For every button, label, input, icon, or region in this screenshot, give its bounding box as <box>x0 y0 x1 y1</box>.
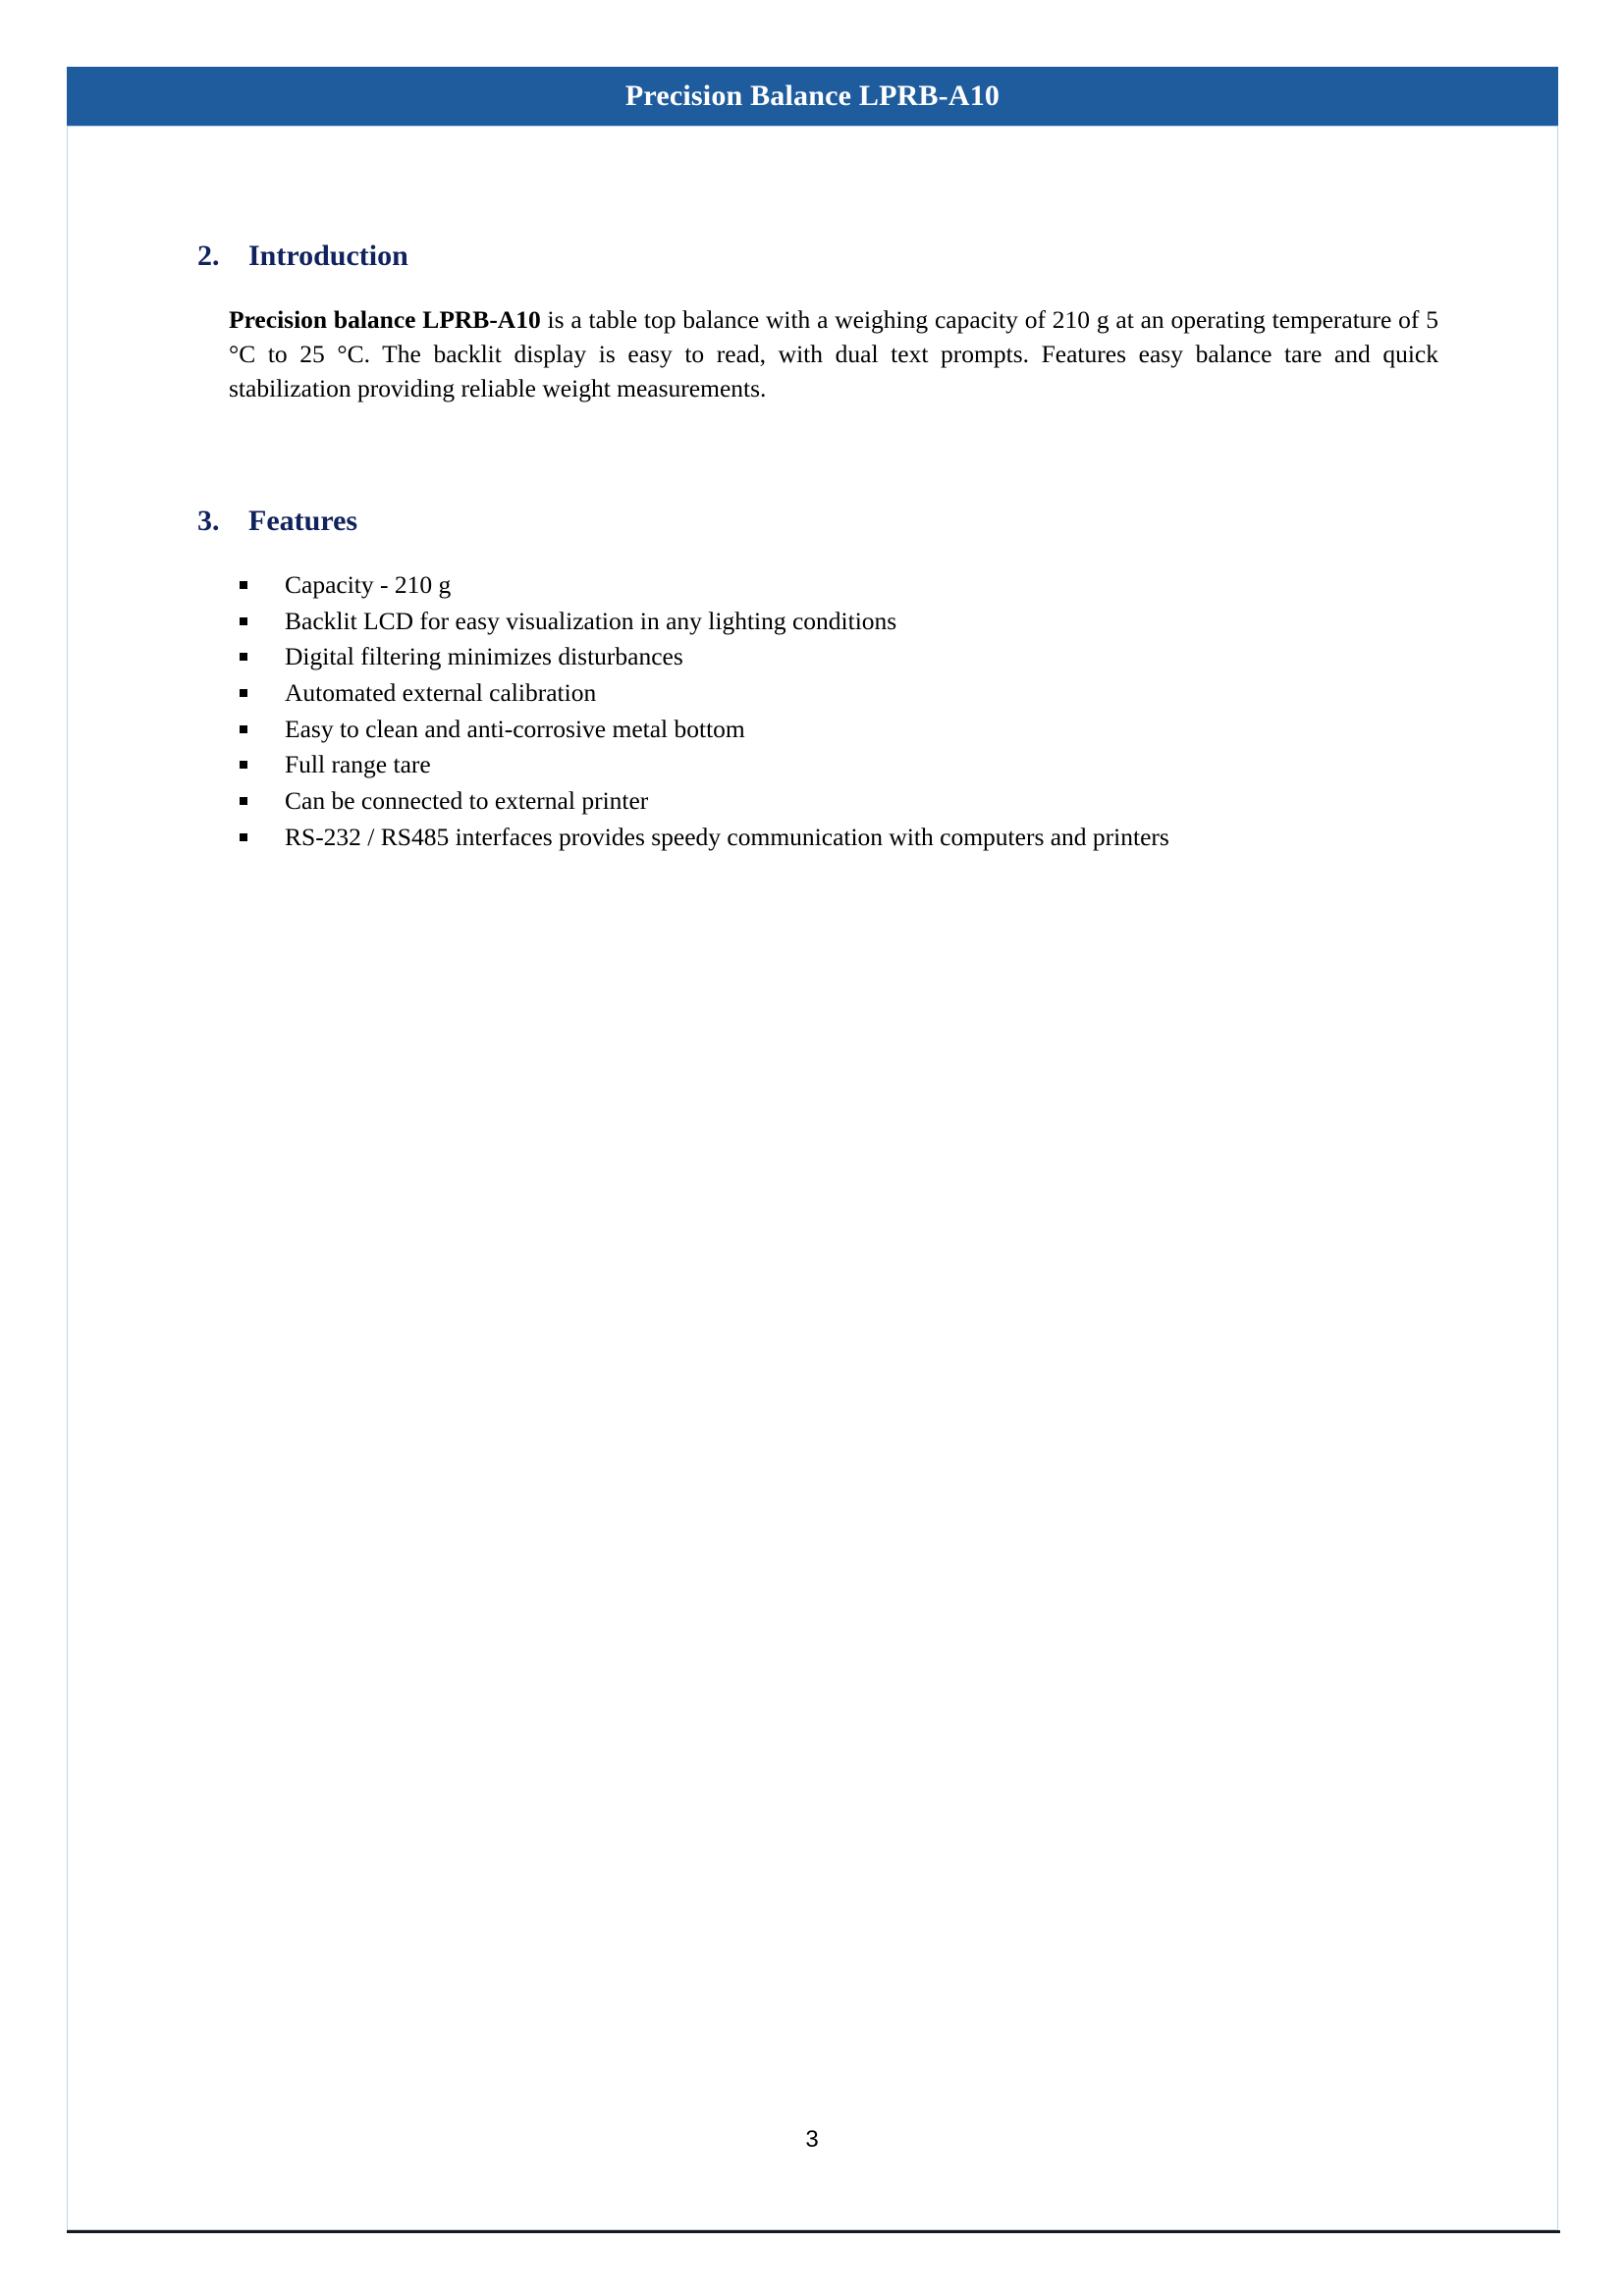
square-bullet-icon <box>240 797 247 805</box>
heading-introduction-text: Introduction <box>248 240 408 272</box>
heading-introduction <box>197 239 1503 274</box>
page-number: 3 <box>805 2126 819 2153</box>
square-bullet-icon <box>240 761 247 769</box>
feature-list-item <box>229 783 1438 818</box>
feature-list-item <box>229 712 1438 746</box>
heading-features-number: 3. <box>197 505 220 537</box>
document-header-banner <box>67 67 1558 126</box>
feature-list-item <box>229 820 1438 854</box>
square-bullet-icon <box>240 725 247 733</box>
feature-list-item <box>229 567 1438 602</box>
square-bullet-icon <box>240 833 247 841</box>
feature-list-item-label: Backlit LCD for easy visualization in any lighting conditions <box>285 606 897 635</box>
feature-list-item-label: Can be connected to external printer <box>285 786 649 816</box>
square-bullet-icon <box>240 581 247 589</box>
feature-list-item <box>229 675 1438 710</box>
paragraph-introduction <box>229 302 1438 406</box>
section-introduction <box>197 239 1503 406</box>
feature-list-item-label: Full range tare <box>285 750 431 779</box>
feature-list-item <box>229 639 1438 673</box>
square-bullet-icon <box>240 617 247 625</box>
feature-list-item-label: Easy to clean and anti-corrosive metal bottom <box>285 714 745 743</box>
page-content-frame <box>67 126 1558 2230</box>
heading-introduction-number: 2. <box>197 240 220 272</box>
heading-features <box>197 504 1503 539</box>
feature-list-item-label: Automated external calibration <box>285 678 597 708</box>
features-list <box>229 567 1438 854</box>
feature-list-item-label: RS-232 / RS485 interfaces provides speedy communication with computers and printers <box>285 822 1169 851</box>
feature-list-item-label: Digital filtering minimizes disturbances <box>285 642 683 671</box>
page-bottom-rule <box>67 2230 1560 2233</box>
feature-list-item <box>229 604 1438 638</box>
section-features <box>197 504 1503 856</box>
document-title: Precision Balance LPRB-A10 <box>624 80 1001 112</box>
heading-features-text: Features <box>248 505 358 537</box>
paragraph-introduction-rest: is a table top balance with a weighing capacity of 210 g at an operating temperature of 5 °C to 25 °C. The backlit display is easy to read, with dual text prompts. Features easy balance tare and quick stabilization providing reliable weight measurements. <box>229 305 1438 403</box>
feature-list-item <box>229 747 1438 781</box>
feature-list-item-label: Capacity - 210 g <box>285 570 452 599</box>
square-bullet-icon <box>240 653 247 661</box>
paragraph-introduction-lead: Precision balance LPRB-A10 <box>229 305 541 334</box>
square-bullet-icon <box>240 689 247 697</box>
